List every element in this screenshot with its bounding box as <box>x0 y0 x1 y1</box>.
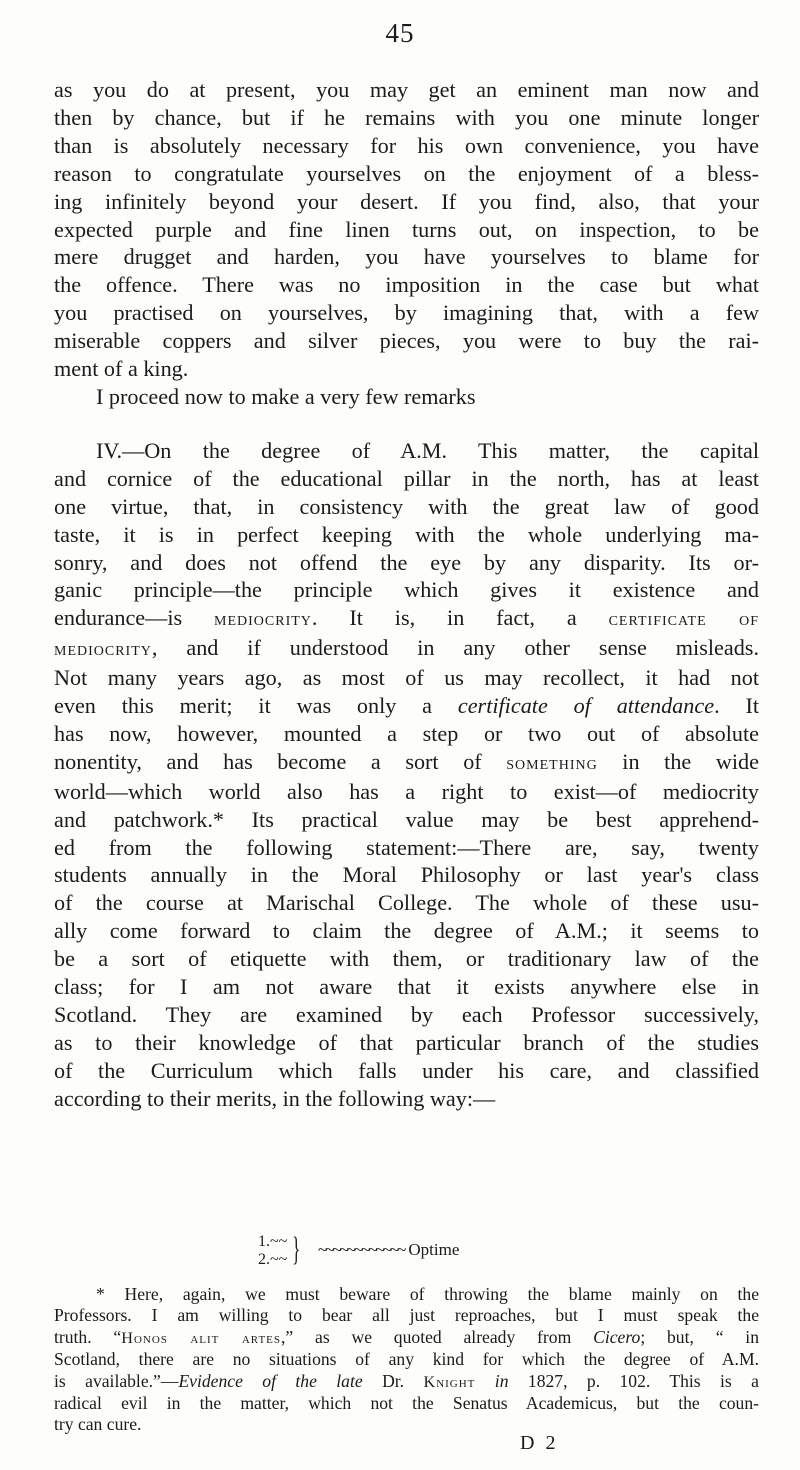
small-caps-term: certificate of <box>608 608 759 631</box>
footnote-line <box>54 1327 759 1349</box>
text-run: , and if understood in any other sense misleads. <box>151 635 759 661</box>
text-line: mere drugget and harden, you have yourselves to blame for <box>54 244 759 270</box>
text-line <box>54 604 759 634</box>
text-line: and patchwork.* Its practical value may be best apprehend- <box>54 806 759 832</box>
text-line <box>54 748 759 778</box>
text-line: Not many years ago, as most of us may recollect, it had not <box>54 665 759 691</box>
text-line: than is absolutely necessary for his own convenience, you have <box>54 132 759 158</box>
text-line: one virtue, that, in consistency with the great law of good <box>54 493 759 519</box>
classification-scale <box>258 1231 460 1269</box>
text-run: . It <box>714 693 759 719</box>
optime-label <box>318 1241 459 1259</box>
text-line: and cornice of the educational pillar in the north, has at least <box>54 465 759 491</box>
paragraph-continuation <box>54 76 759 383</box>
class-first: 1.~~ <box>258 1233 288 1250</box>
text-line: students annually in the Moral Philosophy or last year's class <box>54 862 759 888</box>
text-run: Dr. <box>362 1370 424 1391</box>
text-line: the offence. There was no imposition in the case but what <box>54 272 759 298</box>
text-line: expected purple and fine linen turns out, on inspection, to be <box>54 216 759 242</box>
text-line <box>54 634 759 664</box>
text-run: even this merit; it was only a <box>54 693 458 719</box>
text-run: is available.”— <box>54 1370 179 1391</box>
text-line: ment of a king. <box>54 356 189 382</box>
text-line: as you do at present, you may get an eminent man now and <box>54 77 759 102</box>
optime-text: Optime <box>408 1240 460 1259</box>
signature-mark: D 2 <box>520 1432 559 1454</box>
footnote-line <box>54 1371 759 1393</box>
text-line: you practised on yourselves, by imagining that, with a few <box>54 300 759 326</box>
small-caps-term: something <box>506 751 598 774</box>
text-line: according to their merits, in the following way:— <box>54 1085 496 1111</box>
text-line: as to their knowledge of that particular branch of the studies <box>54 1029 759 1055</box>
text-line: ed from the following statement:—There are, say, twenty <box>54 834 759 860</box>
text-line: miserable coppers and silver pieces, you were to buy the rai- <box>54 328 759 354</box>
text-line: sonry, and does not offend the eye by any disparity. Its or- <box>54 549 759 575</box>
footnote-line: Scotland, there are no situations of any kind for which the degree of A.M. <box>54 1349 759 1370</box>
text-run: ,” as we quoted already from <box>281 1326 594 1347</box>
italic-term: Cicero <box>593 1326 641 1347</box>
tilde-leader: ~~~~~~~~~~~~ <box>318 1240 405 1259</box>
text-line: has now, however, mounted a step or two out of absolute <box>54 720 759 746</box>
text-line: be a sort of etiquette with them, or traditionary law of the <box>54 946 759 972</box>
main-text <box>54 76 759 1113</box>
italic-term: in <box>475 1370 509 1391</box>
text-line: world—which world also has a right to exist—of mediocrity <box>54 778 759 804</box>
text-line <box>54 692 759 720</box>
text-run: endurance—is <box>54 605 215 631</box>
text-line: ally come forward to claim the degree of A.M.; it seems to <box>54 918 759 944</box>
text-line: of the Curriculum which falls under his care, and classified <box>54 1057 759 1083</box>
text-line: taste, it is in perfect keeping with the whole underlying ma- <box>54 521 759 547</box>
footnote-line: radical evil in the matter, which not the Senatus Academicus, but the coun- <box>54 1393 759 1414</box>
text-line: ganic principle—the principle which gives it existence and <box>54 577 759 603</box>
footnote-line: * Here, again, we must beware of throwing the blame mainly on the <box>96 1284 759 1304</box>
footnote <box>54 1284 759 1436</box>
footnote-line: Professors. I am willing to bear all just reproaches, but I must speak the <box>54 1305 759 1326</box>
text-line: reason to congratulate yourselves on the enjoyment of a bless- <box>54 160 759 186</box>
small-caps-term: Knight <box>423 1372 476 1391</box>
text-run: truth. “ <box>54 1326 122 1347</box>
section-iv <box>54 437 759 1113</box>
small-caps-term: Honos alit artes <box>121 1328 282 1347</box>
page-number: 45 <box>385 18 415 48</box>
text-run: . It is, in fact, a <box>311 605 609 631</box>
italic-term: Evidence of the late <box>178 1370 363 1391</box>
text-line: class; for I am not aware that it exists anywhere else in <box>54 974 759 1000</box>
small-caps-term: mediocrity <box>54 638 152 661</box>
class-second: 2.~~ <box>258 1251 288 1268</box>
text-run: ; but, “ in <box>640 1326 759 1347</box>
text-run: nonentity, and has become a sort of <box>54 748 507 774</box>
text-line: Scotland. They are examined by each Professor successively, <box>54 1002 759 1027</box>
section-heading-line: IV.—On the degree of A.M. This matter, the capital <box>96 437 759 463</box>
text-line: of the course at Marischal College. The whole of these usu- <box>54 890 759 916</box>
italic-term: certificate of attendance <box>457 693 715 719</box>
small-caps-term: mediocrity <box>214 608 312 631</box>
text-line: then by chance, but if he remains with you one minute longer <box>54 104 759 130</box>
text-run: in the wide <box>597 748 759 774</box>
text-line: ing infinitely beyond your desert. If you find, also, that your <box>54 188 759 214</box>
text-run: 1827, p. 102. This is a <box>508 1370 759 1391</box>
right-brace-icon: } <box>292 1231 301 1268</box>
section-gap <box>54 411 759 437</box>
remarks-intro: I proceed now to make a very few remarks <box>96 383 476 409</box>
footnote-line: try can cure. <box>54 1414 142 1435</box>
